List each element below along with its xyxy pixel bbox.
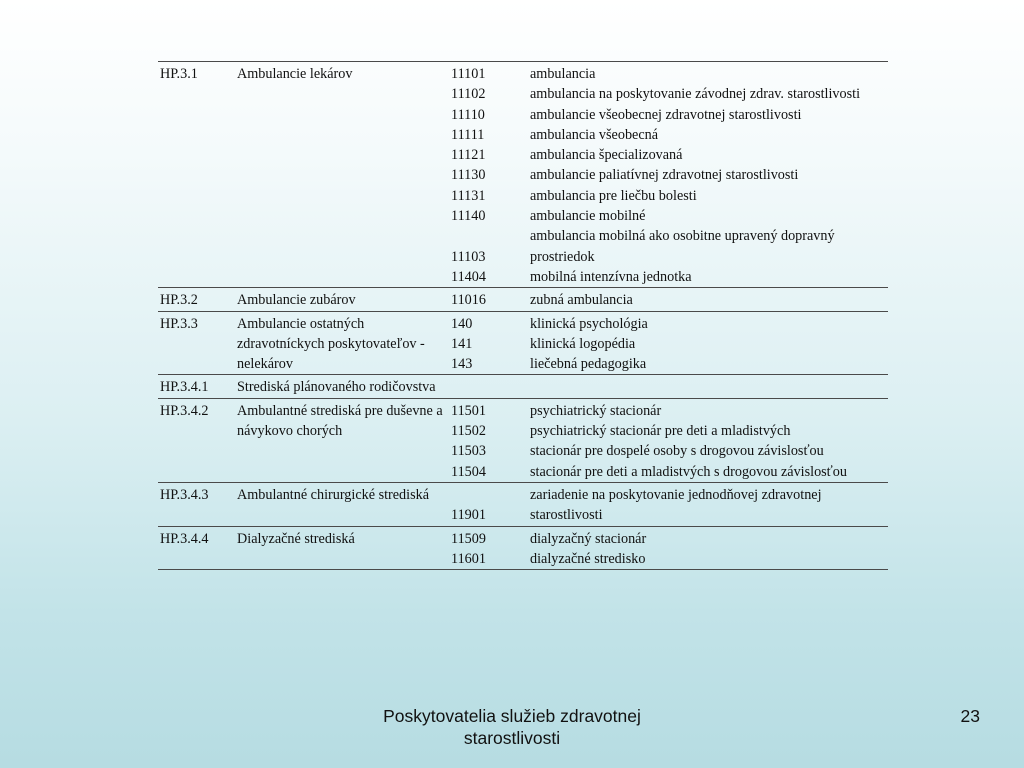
item-code: 141 [451,335,473,352]
item-description: klinická psychológia [530,315,648,332]
item-code [451,375,530,398]
item-code: 11016 [451,292,486,309]
category-code: HP.3.1 [160,66,198,82]
item-code: 11404 [451,268,486,285]
item-description: dialyzačné stredisko [530,550,646,567]
item-description: stacionár pre dospelé osoby s drogovou závislosťou [530,443,824,460]
item-code: 11901 [451,507,486,524]
item-code: 11501 [451,402,486,419]
item-description: ambulancia špecializovaná [530,147,683,164]
item-description [530,375,888,398]
item-description: ambulancia [530,66,596,82]
table-row [158,482,888,526]
item-code: 11103 [451,248,486,265]
category-name: Ambulancie zubárov [237,292,356,309]
category-code: HP.3.3 [160,315,198,332]
footer-title: Poskytovatelia služieb zdravotnej starostlivosti [383,706,641,748]
category-name: Dialyzačné strediská [237,530,355,547]
table-group [158,482,888,526]
category-code: HP.3.4.1 [160,379,209,396]
table-group [158,375,888,398]
category-name: Ambulantné strediská pre duševne a návykovo chorých [237,402,443,440]
table-row [158,311,888,334]
item-description: ambulancia mobilná ako osobitne upravený dopravný prostriedok [530,228,835,265]
category-name: Ambulantné chirurgické strediská [237,486,430,503]
item-description: psychiatrický stacionár pre deti a mladistvých [530,423,791,440]
item-code: 11121 [451,147,486,164]
item-code: 11601 [451,550,486,567]
item-description: liečebná pedagogika [530,356,647,373]
table-row [158,398,888,421]
item-description: zubná ambulancia [530,292,633,309]
item-code: 11509 [451,530,486,547]
table-row [158,526,888,549]
item-description: stacionár pre deti a mladistvých s drogovou závislosťou [530,463,847,480]
table-group [158,62,888,288]
item-description: ambulancia na poskytovanie závodnej zdrav. starostlivosti [530,86,861,103]
item-code: 11101 [451,66,486,82]
category-name: Ambulancie ostatných zdravotníckych poskytovateľov - nelekárov [237,315,425,373]
category-code: HP.3.4.2 [160,402,209,419]
item-code: 11502 [451,423,486,440]
table-group [158,288,888,311]
item-code: 11131 [451,187,486,204]
item-code: 11140 [451,208,486,225]
item-description: psychiatrický stacionár [530,402,662,419]
item-code: 11111 [451,126,485,143]
item-code: 11503 [451,443,486,460]
item-description: ambulancie všeobecnej zdravotnej starostlivosti [530,106,802,123]
provider-classification-table [158,61,888,570]
item-code: 140 [451,315,473,332]
item-code: 11110 [451,106,485,123]
item-description: ambulancia všeobecná [530,126,659,143]
table-group [158,311,888,375]
item-description: klinická logopédia [530,335,636,352]
table-row [158,288,888,311]
item-description: ambulancie mobilné [530,208,646,225]
item-description: ambulancia pre liečbu bolesti [530,187,697,204]
item-code: 143 [451,356,473,373]
item-description: mobilná intenzívna jednotka [530,268,692,285]
table-group [158,526,888,570]
category-code: HP.3.4.4 [160,530,209,547]
category-code: HP.3.2 [160,292,198,309]
category-code: HP.3.4.3 [160,486,209,503]
item-code: 11504 [451,463,486,480]
category-name: Ambulancie lekárov [237,66,353,82]
page-number: 23 [960,706,980,726]
item-code: 11130 [451,167,486,184]
table-group [158,398,888,482]
category-name: Strediská plánovaného rodičovstva [237,379,436,396]
item-code: 11102 [451,86,486,103]
item-description: ambulancie paliatívnej zdravotnej starostlivosti [530,167,799,184]
table-row [158,62,888,85]
item-description: zariadenie na poskytovanie jednodňovej zdravotnej starostlivosti [530,486,822,524]
table-row [158,375,888,398]
item-description: dialyzačný stacionár [530,530,647,547]
